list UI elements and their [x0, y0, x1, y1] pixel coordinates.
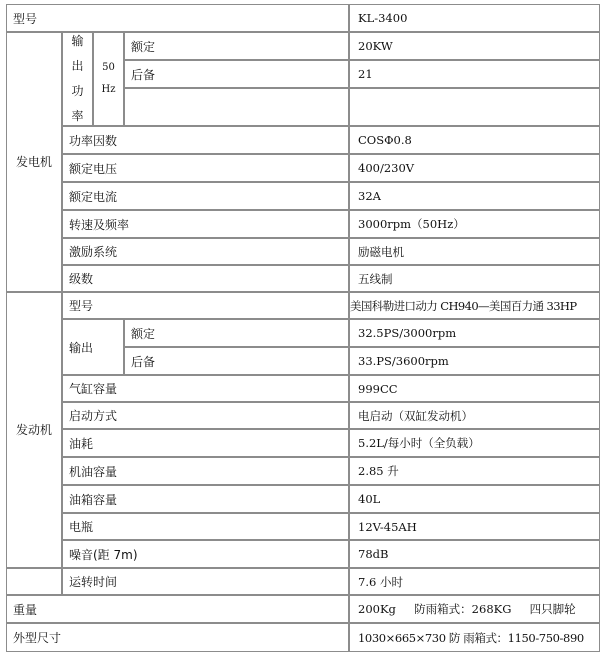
empty-cell — [6, 568, 62, 595]
excitation-label: 激励系统 — [62, 238, 349, 265]
battery-label: 电瓶 — [62, 513, 349, 540]
power-factor-label: 功率因数 — [62, 126, 349, 154]
displacement-label: 气缸容量 — [62, 375, 349, 402]
phases-value: 五线制 — [349, 265, 600, 292]
speed-frequency-label: 转速及频率 — [62, 210, 349, 238]
rated-current-label: 额定电流 — [62, 182, 349, 210]
speed-frequency-value: 3000rpm（50Hz） — [349, 210, 600, 238]
rated-voltage-value: 400/230V — [349, 154, 600, 182]
run-time-label: 运转时间 — [62, 568, 349, 595]
noise-value: 78dB — [349, 540, 600, 568]
gen-rated-label: 额定 — [124, 32, 349, 60]
rated-voltage-label: 额定电压 — [62, 154, 349, 182]
engine-section-label: 发动机 — [6, 292, 62, 568]
tank-capacity-label: 油箱容量 — [62, 485, 349, 513]
gen-standby-label: 后备 — [124, 60, 349, 88]
start-method-value: 电启动（双缸发动机） — [349, 402, 600, 429]
spec-table — [6, 4, 600, 652]
run-time-value: 7.6 小时 — [349, 568, 600, 595]
dimensions-value: 1030×665×730 防 雨箱式：1150-750-890 — [349, 623, 600, 652]
engine-rated-value: 32.5PS/3000rpm — [349, 319, 600, 347]
gen-standby-value: 21 — [349, 60, 600, 88]
empty-cell — [124, 88, 349, 126]
weight-label: 重量 — [6, 595, 349, 623]
engine-output-label: 输出 — [62, 319, 124, 375]
rated-current-value: 32A — [349, 182, 600, 210]
model-value: KL-3400 — [349, 4, 600, 32]
engine-model-label: 型号 — [62, 292, 349, 319]
fuel-consumption-value: 5.2L/每小时（全负载） — [349, 429, 600, 457]
excitation-value: 励磁电机 — [349, 238, 600, 265]
engine-model-value: 美国科勒进口动力 CH940—美国百力通 33HP — [349, 292, 600, 319]
generator-section-label: 发电机 — [6, 32, 62, 292]
gen-rated-value: 20KW — [349, 32, 600, 60]
dimensions-label: 外型尺寸 — [6, 623, 349, 652]
fuel-consumption-label: 油耗 — [62, 429, 349, 457]
noise-label: 噪音(距 7m) — [62, 540, 349, 568]
engine-standby-value: 33.PS/3600rpm — [349, 347, 600, 375]
tank-capacity-value: 40L — [349, 485, 600, 513]
model-label: 型号 — [6, 4, 349, 32]
oil-capacity-label: 机油容量 — [62, 457, 349, 485]
output-power-label: 输出功率 — [62, 32, 93, 126]
frequency-label: 50 Hz — [93, 32, 124, 126]
power-factor-value: COSΦ0.8 — [349, 126, 600, 154]
battery-value: 12V-45AH — [349, 513, 600, 540]
phases-label: 级数 — [62, 265, 349, 292]
engine-standby-label: 后备 — [124, 347, 349, 375]
start-method-label: 启动方式 — [62, 402, 349, 429]
engine-rated-label: 额定 — [124, 319, 349, 347]
displacement-value: 999CC — [349, 375, 600, 402]
empty-cell — [349, 88, 600, 126]
oil-capacity-value: 2.85 升 — [349, 457, 600, 485]
weight-value: 200Kg 防雨箱式：268KG 四只脚轮 — [349, 595, 600, 623]
